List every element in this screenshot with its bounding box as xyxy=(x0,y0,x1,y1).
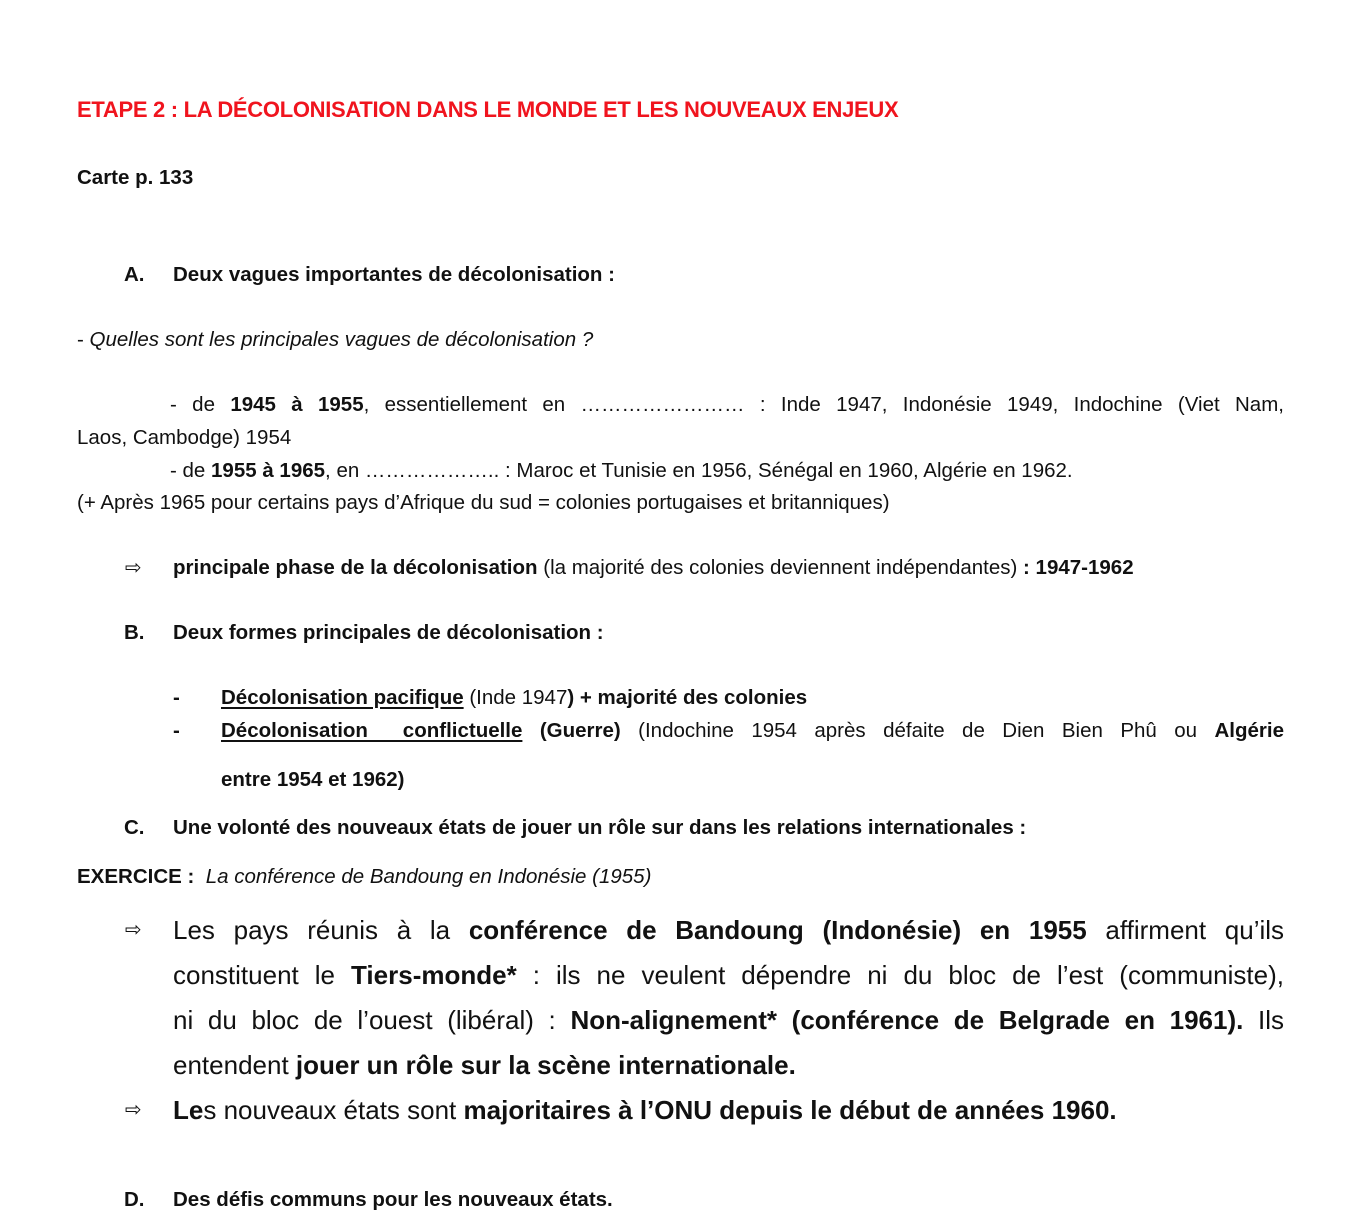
section-a-conclusion: principale phase de la décolonisation (la majorité des colonies deviennent indépendantes) : 1947-1962 xyxy=(173,556,1134,579)
arrow-icon: ⇨ xyxy=(125,557,142,579)
bandoung-line-2: constituent le Tiers-monde* : ils ne veulent dépendre ni du bloc de l’est (communiste), xyxy=(173,960,1284,990)
wave-note: (+ Après 1965 pour certains pays d’Afrique du sud = colonies portugaises et britanniques) xyxy=(77,491,890,514)
form-pacifique: Décolonisation pacifique (Inde 1947) + majorité des colonies xyxy=(221,686,808,709)
list-bullet: - xyxy=(173,686,180,709)
bandoung-line-1: Les pays réunis à la conférence de Bandoung (Indonésie) en 1955 affirment qu’ils xyxy=(173,915,1285,945)
exercise-line: EXERCICE : La conférence de Bandoung en Indonésie (1955) xyxy=(77,865,652,888)
section-b-heading: Deux formes principales de décolonisation : xyxy=(173,621,604,644)
arrow-icon: ⇨ xyxy=(125,919,142,941)
bandoung-line-4: entendent jouer un rôle sur la scène internationale. xyxy=(173,1050,796,1080)
form-conflictuelle: Décolonisation conflictuelle (Guerre) (Indochine 1954 après défaite de Dien Bien Phû ou Algérie xyxy=(221,719,1284,742)
section-a-heading: Deux vagues importantes de décolonisation : xyxy=(173,263,615,286)
list-bullet: - xyxy=(173,719,180,742)
form-conflictuelle-continuation: entre 1954 et 1962) xyxy=(221,768,405,791)
section-c-letter: C. xyxy=(124,816,145,839)
section-d-letter: D. xyxy=(124,1188,145,1211)
onu-point: Les nouveaux états sont majoritaires à l’ONU depuis le début de années 1960. xyxy=(173,1095,1117,1125)
section-c-heading: Une volonté des nouveaux états de jouer un rôle sur dans les relations internationales : xyxy=(173,816,1027,839)
section-d-heading: Des défis communs pour les nouveaux états. xyxy=(173,1188,613,1211)
map-reference: Carte p. 133 xyxy=(77,166,194,189)
wave-2-line: - de 1955 à 1965, en ……………….. : Maroc et Tunisie en 1956, Sénégal en 1960, Algérie en 1962. xyxy=(170,459,1073,482)
bandoung-line-3: ni du bloc de l’ouest (libéral) : Non-alignement* (conférence de Belgrade en 1961). Ils xyxy=(173,1005,1285,1035)
section-a-question: - Quelles sont les principales vagues de décolonisation ? xyxy=(77,328,594,351)
wave-1-line: - de 1945 à 1955, essentiellement en …………………… : Inde 1947, Indonésie 1949, Indochine (Viet Nam, xyxy=(170,393,1284,416)
section-a-letter: A. xyxy=(124,263,145,286)
wave-1-continuation: Laos, Cambodge) 1954 xyxy=(77,426,292,449)
arrow-icon: ⇨ xyxy=(125,1099,142,1121)
section-b-letter: B. xyxy=(124,621,145,644)
bandoung-paragraph xyxy=(173,908,1284,1088)
page-title: ETAPE 2 : LA DÉCOLONISATION DANS LE MONDE ET LES NOUVEAUX ENJEUX xyxy=(77,97,899,122)
